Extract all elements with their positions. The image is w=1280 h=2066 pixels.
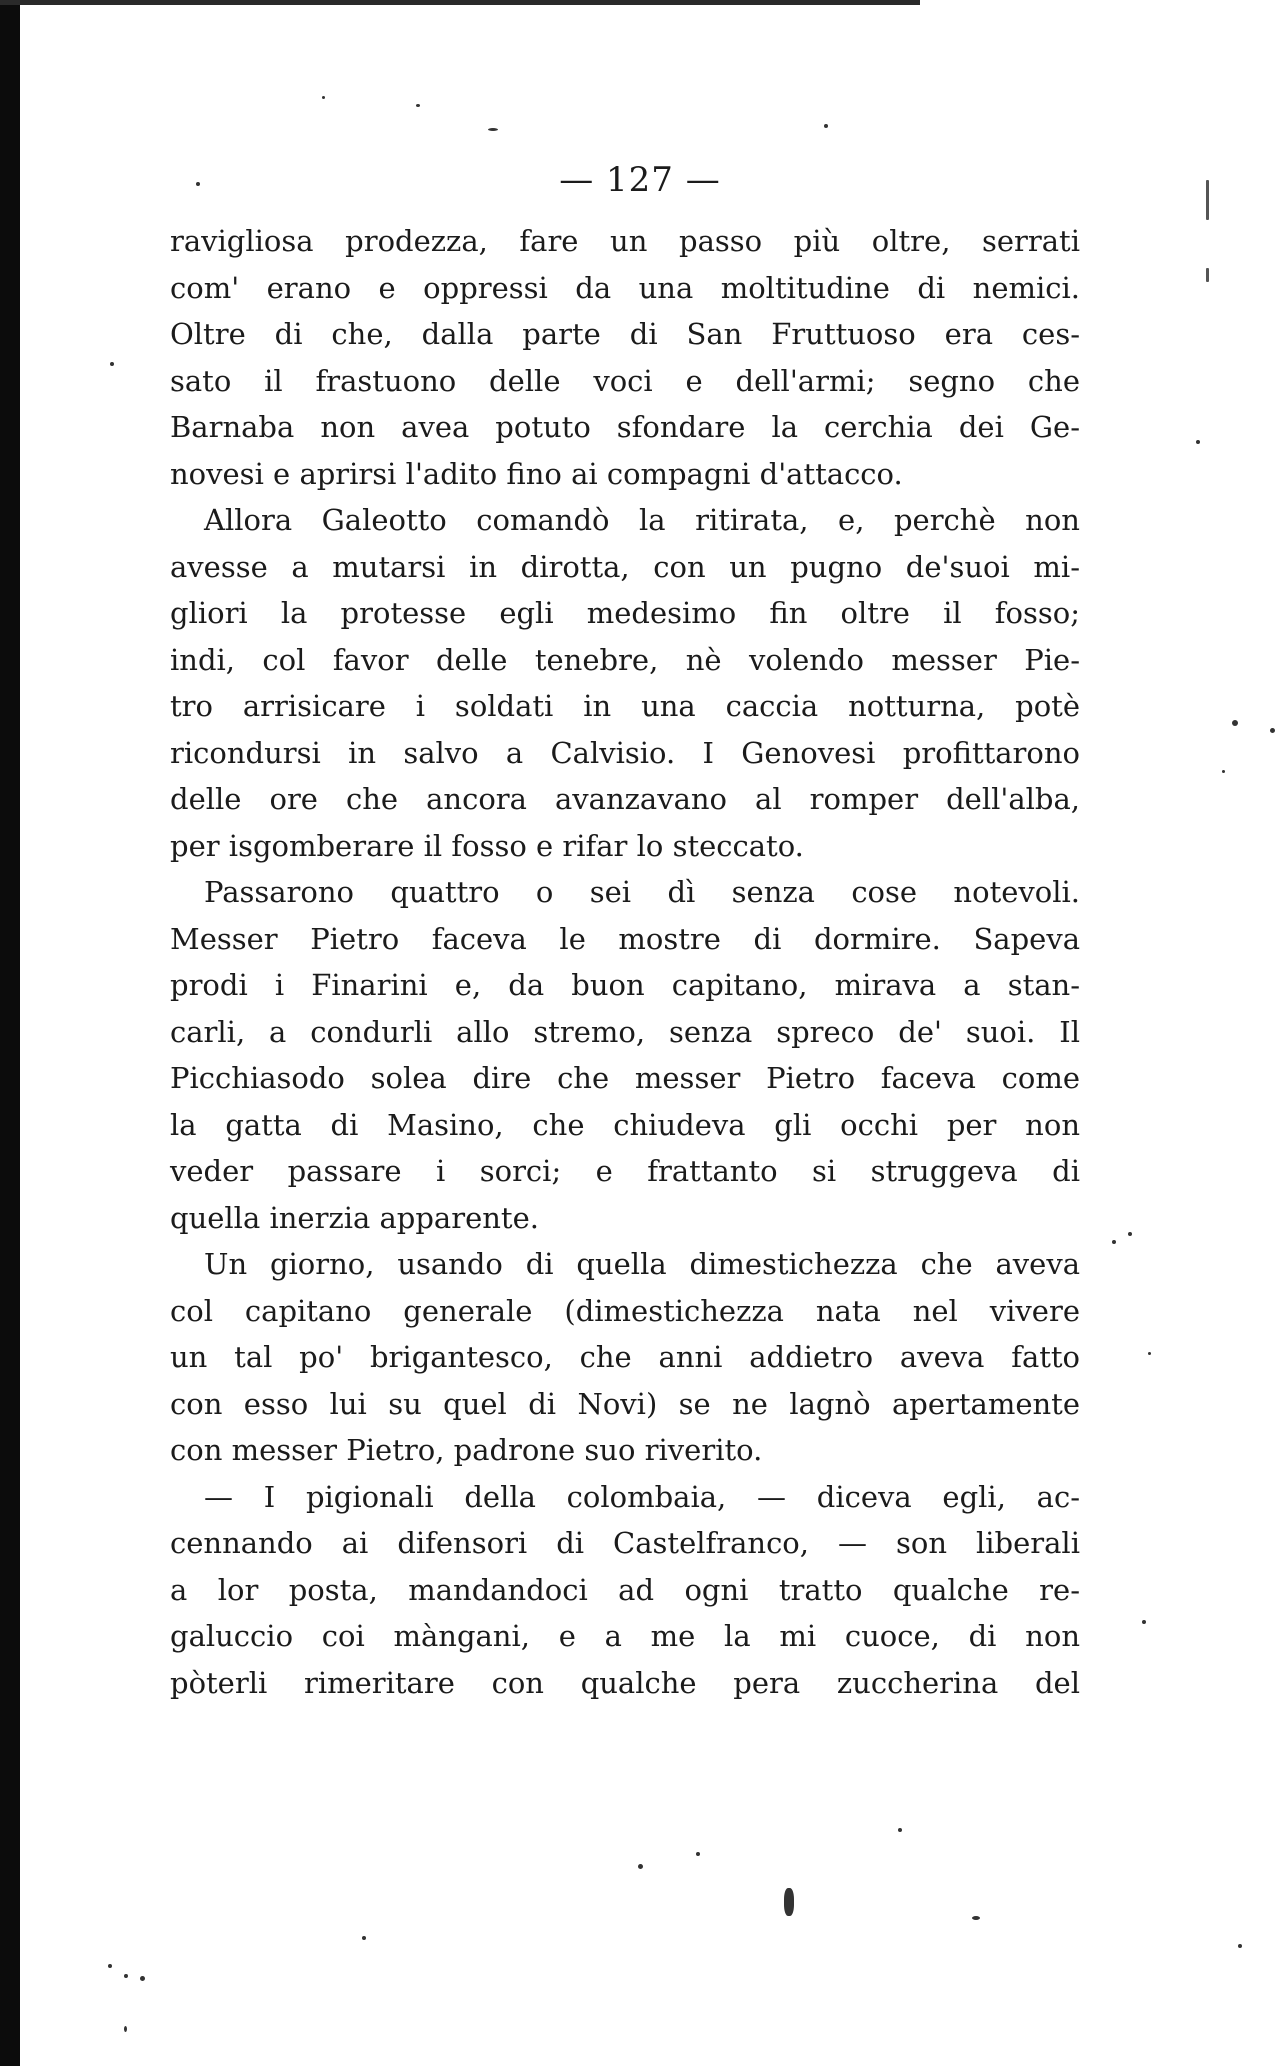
paragraph: [170, 497, 1080, 869]
scan-speck: [1142, 1620, 1146, 1624]
text-line: un tal po' brigantesco, che anni addietro aveva fatto: [170, 1340, 1080, 1374]
scan-speck: [696, 1852, 700, 1856]
scan-speck: [1232, 720, 1238, 726]
text-line: prodi i Finarini e, da buon capitano, mirava a stan-: [170, 968, 1080, 1002]
text-line: Picchiasodo solea dire che messer Pietro faceva come: [170, 1061, 1080, 1095]
paragraph: [170, 869, 1080, 1241]
text-line: per isgomberare il fosso e rifar lo steccato.: [170, 828, 804, 863]
scan-speck: [1128, 1232, 1132, 1236]
scan-speck: [488, 128, 498, 131]
scan-speck: [638, 1864, 643, 1869]
scan-speck: [784, 1888, 794, 1916]
text-line: avesse a mutarsi in dirotta, con un pugno de'suoi mi-: [170, 549, 1080, 584]
text-line: sato il frastuono delle voci e dell'armi; segno che: [170, 363, 1080, 398]
text-line: veder passare i sorci; e frattanto si struggeva di: [170, 1154, 1080, 1188]
text-line: Allora Galeotto comandò la ritirata, e, perchè non: [204, 503, 1080, 537]
scan-speck: [416, 104, 420, 107]
text-line: gliori la protesse egli medesimo fin oltre il fosso;: [170, 596, 1080, 630]
scan-speck: [1238, 1944, 1242, 1948]
page-number: — 127 —: [559, 160, 721, 200]
scan-speck: [140, 1976, 145, 1981]
text-line: com' erano e oppressi da una moltitudine di nemici.: [170, 270, 1080, 305]
scan-speck: [108, 1964, 112, 1968]
body-text: [170, 218, 1080, 1706]
text-line: galuccio coi màngani, e a me la mi cuoce, di non: [170, 1619, 1080, 1653]
scan-speck: [824, 124, 828, 128]
text-line: con esso lui su quel di Novi) se ne lagnò apertamente: [170, 1386, 1080, 1421]
text-line: quella inerzia apparente.: [170, 1200, 539, 1235]
text-line: indi, col favor delle tenebre, nè volendo messer Pie-: [170, 642, 1080, 677]
paragraph: [170, 1474, 1080, 1707]
scan-speck: [1206, 268, 1209, 282]
scan-border-top: [0, 0, 920, 5]
text-line: Un giorno, usando di quella dimestichezza che aveva: [204, 1247, 1080, 1281]
text-line: carli, a condurli allo stremo, senza spreco de' suoi. Il: [170, 1014, 1080, 1049]
text-line: — I pigionali della colombaia, — diceva egli, ac-: [204, 1479, 1080, 1514]
text-line: novesi e aprirsi l'adito fino ai compagni d'attacco.: [170, 456, 903, 491]
text-line: a lor posta, mandandoci ad ogni tratto qualche re-: [170, 1572, 1080, 1607]
paragraph: [170, 218, 1080, 497]
scan-speck: [124, 2026, 127, 2032]
text-line: la gatta di Masino, che chiudeva gli occhi per non: [170, 1107, 1080, 1142]
scan-speck: [898, 1828, 902, 1832]
scan-speck: [1270, 728, 1275, 733]
scan-speck: [1112, 1240, 1116, 1244]
scan-border-left: [0, 0, 20, 2066]
text-line: ricondursi in salvo a Calvisio. I Genovesi profittarono: [170, 735, 1080, 770]
scan-speck: [322, 96, 325, 99]
scan-speck: [1222, 770, 1225, 773]
paragraph: [170, 1241, 1080, 1474]
text-line: Messer Pietro faceva le mostre di dormire. Sapeva: [170, 921, 1080, 956]
scan-speck: [362, 1936, 366, 1940]
scan-speck: [1206, 180, 1209, 220]
text-line: col capitano generale (dimestichezza nata nel vivere: [170, 1293, 1080, 1328]
text-line: Oltre di che, dalla parte di San Fruttuoso era ces-: [170, 317, 1080, 351]
text-line: con messer Pietro, padrone suo riverito.: [170, 1433, 763, 1467]
scan-speck: [972, 1916, 980, 1920]
text-line: ravigliosa prodezza, fare un passo più oltre, serrati: [170, 224, 1080, 258]
scan-speck: [1196, 440, 1200, 444]
text-line: Passarono quattro o sei dì senza cose notevoli.: [204, 875, 1080, 909]
scan-speck: [110, 362, 114, 366]
text-line: tro arrisicare i soldati in una caccia notturna, potè: [170, 689, 1080, 723]
scan-speck: [124, 1974, 128, 1978]
text-line: pòterli rimeritare con qualche pera zuccherina del: [170, 1665, 1080, 1700]
scan-speck: [196, 182, 200, 186]
text-line: Barnaba non avea potuto sfondare la cerchia dei Ge-: [170, 410, 1080, 444]
text-line: delle ore che ancora avanzavano al romper dell'alba,: [170, 782, 1080, 816]
text-line: cennando ai difensori di Castelfranco, — son liberali: [170, 1526, 1080, 1560]
scan-speck: [1148, 1352, 1151, 1355]
